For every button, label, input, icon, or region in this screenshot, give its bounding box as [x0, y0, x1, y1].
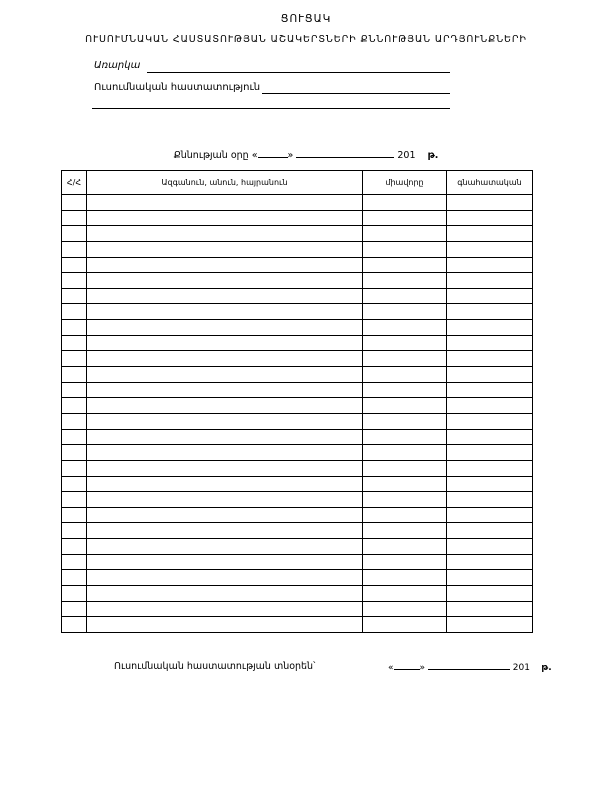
table-cell[interactable]: [87, 382, 363, 398]
table-row: [62, 413, 533, 429]
table-row: [62, 320, 533, 336]
table-cell[interactable]: [363, 226, 447, 242]
column-header-score: միավորը: [363, 171, 447, 195]
table-cell[interactable]: [62, 351, 87, 367]
table-cell[interactable]: [447, 241, 533, 257]
table-cell[interactable]: [87, 241, 363, 257]
subject-field-line[interactable]: [147, 72, 450, 73]
table-cell[interactable]: [447, 429, 533, 445]
table-row: [62, 523, 533, 539]
institution-field-line-2[interactable]: [92, 108, 450, 109]
table-cell[interactable]: [87, 617, 363, 633]
signature-year-prefix: 201: [512, 663, 530, 673]
table-cell[interactable]: [62, 382, 87, 398]
table-cell[interactable]: [87, 554, 363, 570]
table-cell[interactable]: [62, 335, 87, 351]
table-cell[interactable]: [62, 523, 87, 539]
table-cell[interactable]: [87, 523, 363, 539]
table-cell[interactable]: [447, 507, 533, 523]
table-row: [62, 398, 533, 414]
table-cell[interactable]: [87, 320, 363, 336]
table-cell[interactable]: [447, 476, 533, 492]
table-cell[interactable]: [363, 507, 447, 523]
table-cell[interactable]: [447, 413, 533, 429]
table-cell[interactable]: [447, 382, 533, 398]
signature-year-suffix: թ.: [541, 663, 552, 673]
table-cell[interactable]: [62, 460, 87, 476]
table-cell[interactable]: [447, 554, 533, 570]
table-row: [62, 195, 533, 211]
table-cell[interactable]: [363, 257, 447, 273]
exam-date-row: [0, 148, 612, 161]
table-cell[interactable]: [363, 382, 447, 398]
table-row: [62, 210, 533, 226]
table-row: [62, 382, 533, 398]
quote-open: «: [251, 150, 258, 161]
table-cell[interactable]: [363, 320, 447, 336]
table-cell[interactable]: [62, 210, 87, 226]
table-cell[interactable]: [447, 288, 533, 304]
table-cell[interactable]: [62, 413, 87, 429]
table-cell[interactable]: [62, 226, 87, 242]
table-cell[interactable]: [447, 226, 533, 242]
table-cell[interactable]: [87, 492, 363, 508]
table-cell[interactable]: [447, 195, 533, 211]
table-row: [62, 241, 533, 257]
table-cell[interactable]: [87, 539, 363, 555]
table-row: [62, 273, 533, 289]
quote-close: »: [287, 150, 294, 161]
table-row: [62, 586, 533, 602]
exam-year-prefix: 201: [397, 150, 416, 161]
table-cell[interactable]: [87, 367, 363, 383]
table-cell[interactable]: [62, 492, 87, 508]
table-cell[interactable]: [62, 445, 87, 461]
table-cell[interactable]: [363, 539, 447, 555]
table-cell[interactable]: [363, 617, 447, 633]
table-cell[interactable]: [87, 304, 363, 320]
table-cell[interactable]: [87, 210, 363, 226]
table-cell[interactable]: [62, 304, 87, 320]
table-cell[interactable]: [87, 586, 363, 602]
table-cell[interactable]: [62, 586, 87, 602]
table-row: [62, 617, 533, 633]
table-cell[interactable]: [87, 335, 363, 351]
table-cell[interactable]: [87, 445, 363, 461]
table-cell[interactable]: [363, 351, 447, 367]
table-cell[interactable]: [62, 570, 87, 586]
table-cell[interactable]: [447, 570, 533, 586]
table-cell[interactable]: [447, 351, 533, 367]
table-cell[interactable]: [87, 273, 363, 289]
table-cell[interactable]: [363, 523, 447, 539]
table-row: [62, 335, 533, 351]
column-header-full-name: Ազգանուն, անուն, հայրանուն: [87, 171, 363, 195]
column-header-grade: գնահատական: [447, 171, 533, 195]
table-cell[interactable]: [363, 304, 447, 320]
table-cell[interactable]: [363, 241, 447, 257]
table-cell[interactable]: [62, 367, 87, 383]
table-row: [62, 304, 533, 320]
table-row: [62, 226, 533, 242]
document-title: ՑՈՒՑԱԿ: [280, 13, 332, 25]
table-cell[interactable]: [447, 617, 533, 633]
column-header-number: Հ/Հ: [62, 171, 87, 195]
table-cell[interactable]: [447, 539, 533, 555]
table-cell[interactable]: [62, 617, 87, 633]
table-cell[interactable]: [62, 288, 87, 304]
table-cell[interactable]: [447, 257, 533, 273]
table-cell[interactable]: [62, 539, 87, 555]
table-cell[interactable]: [87, 460, 363, 476]
table-cell[interactable]: [447, 210, 533, 226]
table-row: [62, 257, 533, 273]
table-row: [62, 492, 533, 508]
table-cell[interactable]: [447, 445, 533, 461]
table-cell[interactable]: [87, 351, 363, 367]
table-cell[interactable]: [62, 507, 87, 523]
table-row: [62, 351, 533, 367]
table-cell[interactable]: [363, 445, 447, 461]
exam-month-blank[interactable]: [296, 148, 394, 158]
table-cell[interactable]: [363, 570, 447, 586]
exam-day-blank[interactable]: [258, 148, 288, 158]
table-cell[interactable]: [447, 273, 533, 289]
table-cell[interactable]: [62, 554, 87, 570]
director-label: Ուսումնական հաստատության տնօրեն՝: [114, 661, 316, 672]
table-body: [62, 195, 533, 633]
table-row: [62, 601, 533, 617]
table-row: [62, 429, 533, 445]
table-cell[interactable]: [363, 476, 447, 492]
table-cell[interactable]: [62, 476, 87, 492]
table-cell[interactable]: [62, 273, 87, 289]
table-cell[interactable]: [87, 601, 363, 617]
subject-label: Առարկա: [94, 60, 141, 71]
table-cell[interactable]: [363, 429, 447, 445]
results-table: [61, 170, 533, 633]
table-cell[interactable]: [447, 460, 533, 476]
table-cell[interactable]: [363, 210, 447, 226]
institution-field-line[interactable]: [262, 93, 450, 94]
table-cell[interactable]: [447, 320, 533, 336]
table-cell[interactable]: [447, 335, 533, 351]
table-cell[interactable]: [447, 492, 533, 508]
table-cell[interactable]: [363, 367, 447, 383]
table-row: [62, 288, 533, 304]
table-cell[interactable]: [447, 586, 533, 602]
table-cell[interactable]: [87, 288, 363, 304]
table-cell[interactable]: [87, 476, 363, 492]
table-row: [62, 570, 533, 586]
table-cell[interactable]: [363, 460, 447, 476]
table-cell[interactable]: [62, 320, 87, 336]
table-cell[interactable]: [447, 304, 533, 320]
signature-month-blank[interactable]: [428, 661, 510, 670]
table-row: [62, 445, 533, 461]
table-cell[interactable]: [87, 507, 363, 523]
signature-day-blank[interactable]: [394, 661, 420, 670]
institution-label: Ուսումնական հաստատություն: [94, 82, 261, 93]
table-row: [62, 460, 533, 476]
table-cell[interactable]: [62, 257, 87, 273]
exam-year-suffix: թ.: [427, 150, 439, 161]
table-cell[interactable]: [87, 413, 363, 429]
table-row: [62, 476, 533, 492]
table-cell[interactable]: [447, 601, 533, 617]
signature-date-row: [388, 661, 552, 673]
table-cell[interactable]: [87, 429, 363, 445]
table-row: [62, 554, 533, 570]
table-cell[interactable]: [363, 288, 447, 304]
table-cell[interactable]: [447, 523, 533, 539]
quote-close: »: [419, 663, 426, 673]
table-cell[interactable]: [363, 601, 447, 617]
table-cell[interactable]: [363, 273, 447, 289]
table-cell[interactable]: [87, 226, 363, 242]
table-cell[interactable]: [62, 241, 87, 257]
table-cell[interactable]: [447, 367, 533, 383]
table-cell[interactable]: [363, 335, 447, 351]
table-cell[interactable]: [87, 257, 363, 273]
table-cell[interactable]: [363, 413, 447, 429]
table-cell[interactable]: [363, 492, 447, 508]
table-cell[interactable]: [363, 398, 447, 414]
quote-open: «: [388, 663, 394, 673]
table-cell[interactable]: [363, 554, 447, 570]
table-header-row: [62, 171, 533, 195]
table-cell[interactable]: [62, 195, 87, 211]
exam-date-label: Քննության օրը: [173, 150, 249, 161]
table-cell[interactable]: [363, 586, 447, 602]
table-cell[interactable]: [363, 195, 447, 211]
table-cell[interactable]: [62, 429, 87, 445]
table-cell[interactable]: [62, 601, 87, 617]
table-row: [62, 539, 533, 555]
table-cell[interactable]: [87, 195, 363, 211]
table-cell[interactable]: [87, 398, 363, 414]
table-cell[interactable]: [447, 398, 533, 414]
document-subtitle: ՈՒՍՈՒՄՆԱԿԱՆ ՀԱՍՏԱՏՈՒԹՅԱՆ ԱՇԱԿԵՐՏՆԵՐԻ ՔՆՆՈՒԹՅԱՆ ԱՐԴՅՈՒՆՔՆԵՐԻ: [85, 34, 527, 45]
table-row: [62, 507, 533, 523]
table-cell[interactable]: [87, 570, 363, 586]
table-cell[interactable]: [62, 398, 87, 414]
table-row: [62, 367, 533, 383]
